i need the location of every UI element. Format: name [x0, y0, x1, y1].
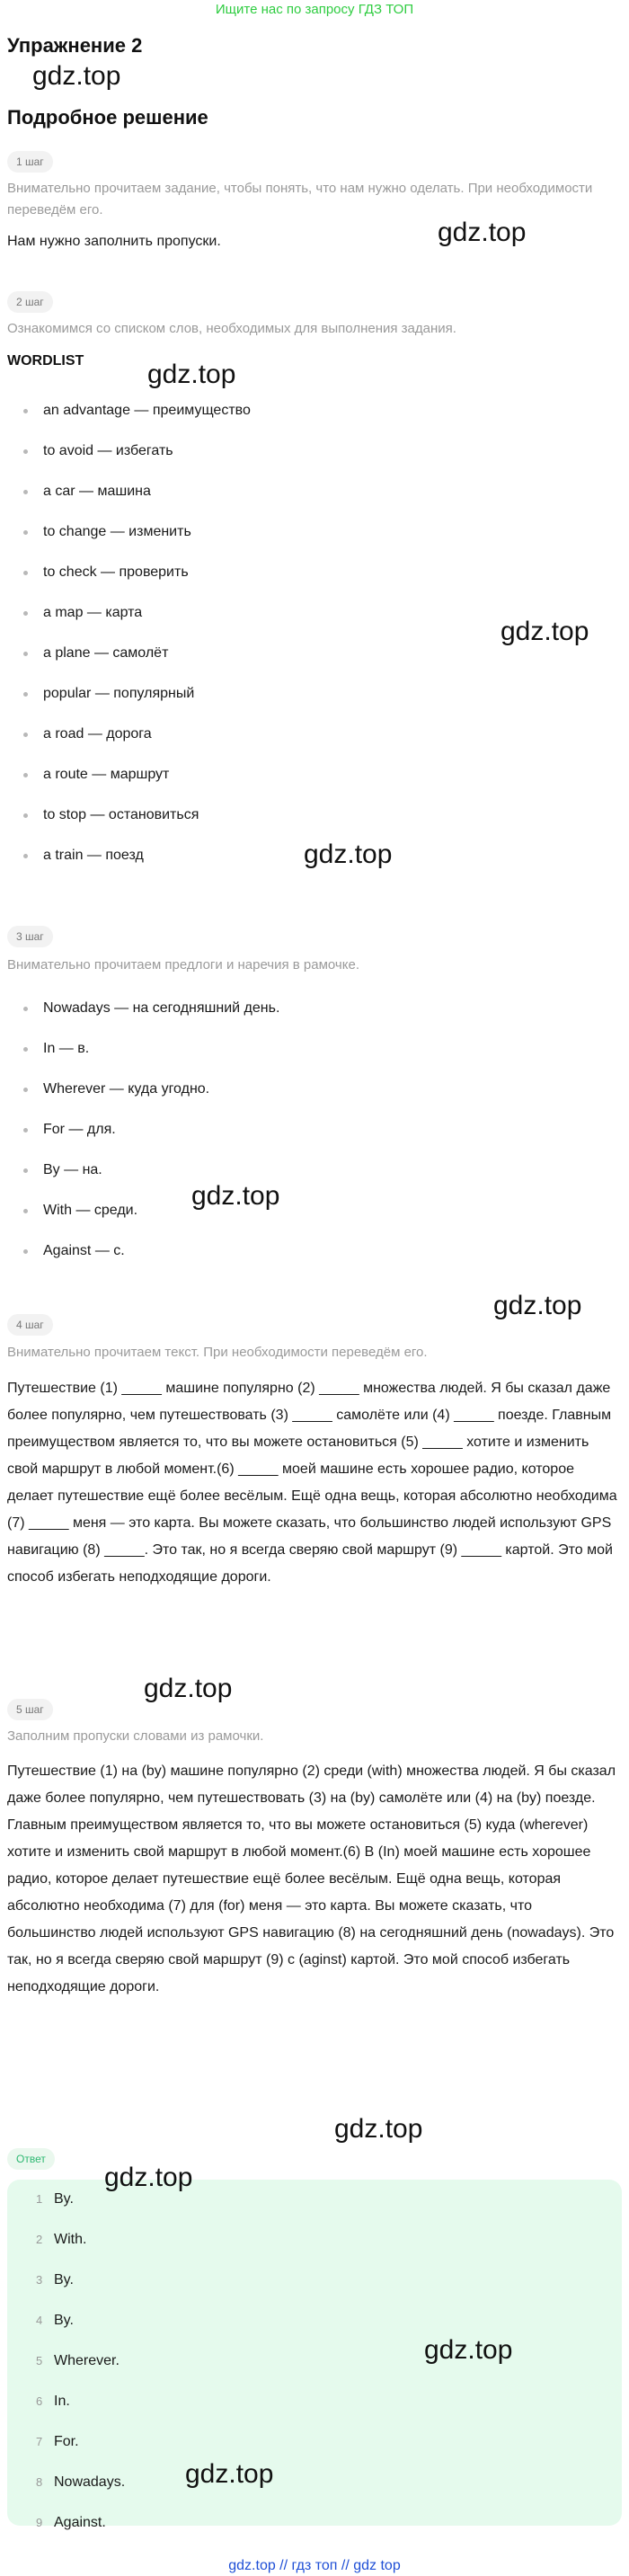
step-badge: 1 шаг [7, 151, 53, 173]
wordlist-title: WORDLIST [7, 353, 84, 369]
step-badge: 3 шаг [7, 926, 53, 947]
bullet-icon [23, 813, 28, 818]
answer-item: 8 Nowadays. [36, 2474, 126, 2490]
list-item: a map — карта [7, 602, 251, 643]
answer-item: 1 By. [36, 2191, 74, 2207]
bullet-icon [23, 449, 28, 454]
watermark: gdz.top [501, 617, 589, 646]
step-hint: Внимательно прочитаем задание, чтобы понять, что нам нужно оделать. При необходимости переведём его. [7, 181, 593, 218]
list-item: a train — поезд [7, 845, 251, 885]
list-item: In — в. [7, 1038, 279, 1079]
bullet-icon [23, 1088, 28, 1092]
step-text: Нам нужно заполнить пропуски. [7, 234, 221, 249]
answer-list [36, 2186, 125, 2550]
watermark: gdz.top [493, 1291, 582, 1320]
bullet-icon [23, 409, 28, 413]
watermark: gdz.top [424, 2335, 513, 2365]
answer-item: 4 By. [36, 2313, 74, 2328]
bullet-icon [23, 652, 28, 656]
list-item: to stop — остановиться [7, 804, 251, 845]
bullet-icon [23, 490, 28, 494]
list-item: Against — с. [7, 1240, 279, 1281]
bullet-icon [23, 571, 28, 575]
watermark: gdz.top [147, 360, 236, 389]
bullet-icon [23, 1047, 28, 1052]
step-hint: Внимательно прочитаем предлоги и наречия в рамочке. [7, 957, 359, 973]
step-badge: 4 шаг [7, 1314, 53, 1336]
watermark: gdz.top [438, 218, 527, 247]
list-item: a route — маршрут [7, 764, 251, 804]
bullet-icon [23, 854, 28, 858]
prepositions-list [7, 998, 279, 1281]
step-badge: 2 шаг [7, 291, 53, 313]
exercise-title: Упражнение 2 [7, 34, 143, 57]
top-banner[interactable]: Ищите нас по запросу ГДЗ ТОП [215, 2, 414, 17]
bullet-icon [23, 773, 28, 777]
wordlist [7, 400, 251, 885]
solution-heading: Подробное решение [7, 106, 208, 129]
list-item: to avoid — избегать [7, 440, 251, 481]
bullet-icon [23, 733, 28, 737]
step-text: Путешествие (1) на (by) машине популярно (2) среди (with) множества людей. Я бы сказал даже более популярно, чем путешествовать (3) на (by) самолёте или (4) на (by) поезде. Главным преимуществом является то, что вы можете остановиться (5) куда (wherever) хотите и изменить свой маршрут в любой момент.(6) В (In) моей машине есть хорошее радио, которое делает путешествие ещё более весёлым. Ещё одна вещь, которая абсолютно необходима (7) для (for) меня — это карта. Вы можете сказать, что большинство людей используют GPS навигацию (8) на сегодняшний день (nowadays). Это так, но я всегда сверяю свой маршрут (9) с (aginst) картой. Это мой способ избегать неподходящие дороги. [7, 1763, 616, 1994]
answer-item: 2 With. [36, 2232, 87, 2247]
answer-item: 6 In. [36, 2394, 70, 2409]
list-item: For — для. [7, 1119, 279, 1159]
list-item: a road — дорога [7, 724, 251, 764]
list-item: By — на. [7, 1159, 279, 1200]
watermark: gdz.top [32, 61, 121, 91]
watermark: gdz.top [104, 2163, 193, 2192]
bullet-icon [23, 1168, 28, 1173]
list-item: Wherever — куда угодно. [7, 1079, 279, 1119]
list-item: popular — популярный [7, 683, 251, 724]
bullet-icon [23, 611, 28, 616]
list-item: Nowadays — на сегодняшний день. [7, 998, 279, 1038]
step-badge: 5 шаг [7, 1699, 53, 1720]
bullet-icon [23, 1209, 28, 1213]
bullet-icon [23, 530, 28, 535]
watermark: gdz.top [191, 1181, 280, 1211]
list-item: a plane — самолёт [7, 643, 251, 683]
answer-badge: Ответ [7, 2148, 55, 2170]
step-text: Путешествие (1) _____ машине популярно (2) _____ множества людей. Я бы сказал даже более популярно, чем путешествовать (3) _____ самолёте или (4) _____ поезде. Главным преимуществом является то, что вы можете остановиться (5) _____ хотите и изменить свой маршрут в любой момент.(6) _____ моей машине есть хорошее радио, которое делает путешествие ещё более весёлым. Ещё одна вещь, которая абсолютно необходима (7) _____ меня — это карта. Вы можете сказать, что большинство людей используют GPS навигацию (8) _____. Это так, но я всегда сверяю свой маршрут (9) _____ картой. Это мой способ избегать неподходящие дороги. [7, 1381, 617, 1585]
bullet-icon [23, 1249, 28, 1254]
bullet-icon [23, 692, 28, 697]
list-item: a car — машина [7, 481, 251, 521]
watermark: gdz.top [144, 1674, 233, 1703]
answer-item: 9 Against. [36, 2515, 106, 2530]
watermark: gdz.top [334, 2114, 423, 2144]
bullet-icon [23, 1128, 28, 1133]
answer-item: 3 By. [36, 2272, 74, 2287]
footer-links[interactable]: gdz.top // гдз топ // gdz top [228, 2558, 401, 2573]
answer-item: 7 For. [36, 2434, 79, 2449]
bullet-icon [23, 1007, 28, 1011]
list-item: to check — проверить [7, 562, 251, 602]
step-hint: Заполним пропуски словами из рамочки. [7, 1728, 264, 1744]
step-hint: Внимательно прочитаем текст. При необходимости переведём его. [7, 1345, 428, 1360]
watermark: gdz.top [304, 839, 393, 869]
list-item: to change — изменить [7, 521, 251, 562]
list-item: With — среди. [7, 1200, 279, 1240]
watermark: gdz.top [185, 2459, 274, 2489]
step-hint: Ознакомимся со списком слов, необходимых для выполнения задания. [7, 321, 456, 336]
list-item: an advantage — преимущество [7, 400, 251, 440]
answer-item: 5 Wherever. [36, 2353, 120, 2368]
